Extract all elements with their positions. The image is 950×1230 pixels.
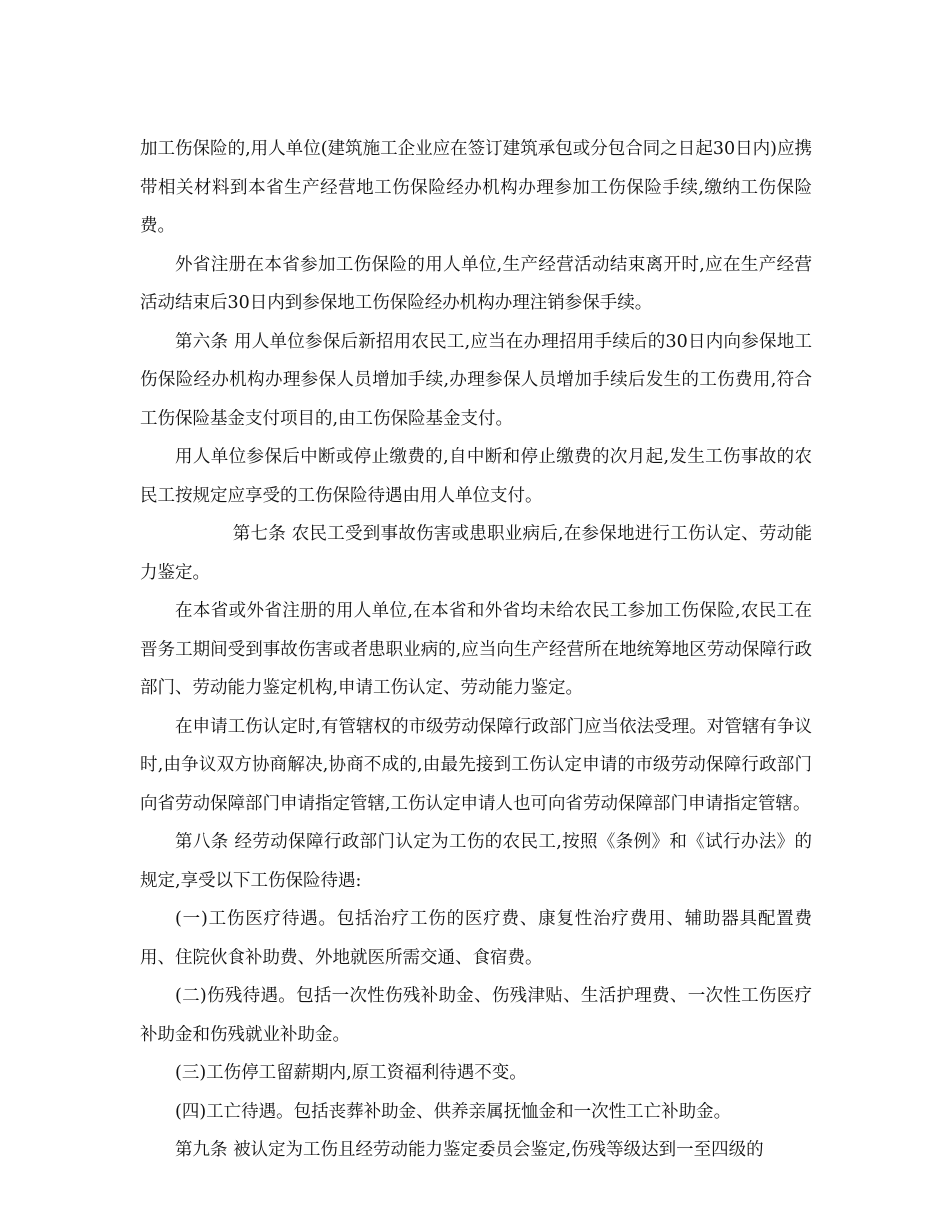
paragraph: 在申请工伤认定时,有管辖权的市级劳动保障行政部门应当依法受理。对管辖有争议时,由争议双方协商解决,协商不成的,由最先接到工伤认定申请的市级劳动保障行政部门向省劳动保障部门申请指定管辖,工伤认定申请人也可向省劳动保障部门申请指定管辖。 bbox=[140, 716, 812, 814]
paragraph-continuation: 加工伤保险的,用人单位(建筑施工企业应在签订建筑承包或分包合同之日起30日内)应携带相关材料到本省生产经营地工伤保险经办机构办理参加工伤保险手续,缴纳工伤保险费。 bbox=[140, 139, 812, 236]
document-body bbox=[140, 130, 812, 1170]
list-item-1: (一)工伤医疗待遇。包括治疗工伤的医疗费、康复性治疗费用、辅助器具配置费用、住院伙食补助费、外地就医所需交通、食宿费。 bbox=[140, 909, 812, 968]
list-item-2: (二)伤残待遇。包括一次性伤残补助金、伤残津贴、生活护理费、一次性工伤医疗补助金和伤残就业补助金。 bbox=[140, 986, 812, 1045]
list-item-4: (四)工亡待遇。包括丧葬补助金、供养亲属抚恤金和一次性工亡补助金。 bbox=[175, 1101, 732, 1122]
article-6: 第六条 用人单位参保后新招用农民工,应当在办理招用手续后的30日内向参保地工伤保险经办机构办理参保人员增加手续,办理参保人员增加手续后发生的工伤费用,符合工伤保险基金支付项目的,由工伤保险基金支付。 bbox=[140, 331, 812, 429]
article-9: 第九条 被认定为工伤且经劳动能力鉴定委员会鉴定,伤残等级达到一至四级的 bbox=[175, 1140, 764, 1160]
paragraph: 外省注册在本省参加工伤保险的用人单位,生产经营活动结束离开时,应在生产经营活动结束后30日内到参保地工伤保险经办机构办理注销参保手续。 bbox=[140, 254, 812, 313]
paragraph: 在本省或外省注册的用人单位,在本省和外省均未给农民工参加工伤保险,农民工在晋务工期间受到事故伤害或者患职业病的,应当向生产经营所在地统筹地区劳动保障行政部门、劳动能力鉴定机构,申请工伤认定、劳动能力鉴定。 bbox=[140, 601, 812, 698]
list-item-3: (三)工伤停工留薪期内,原工资福利待遇不变。 bbox=[175, 1063, 527, 1083]
article-8: 第八条 经劳动保障行政部门认定为工伤的农民工,按照《条例》和《试行办法》的规定,享受以下工伤保险待遇: bbox=[140, 832, 812, 891]
article-7: 第七条 农民工受到事故伤害或患职业病后,在参保地进行工伤认定、劳动能力鉴定。 bbox=[140, 524, 812, 583]
paragraph: 用人单位参保后中断或停止缴费的,自中断和停止缴费的次月起,发生工伤事故的农民工按规定应享受的工伤保险待遇由用人单位支付。 bbox=[140, 447, 812, 506]
